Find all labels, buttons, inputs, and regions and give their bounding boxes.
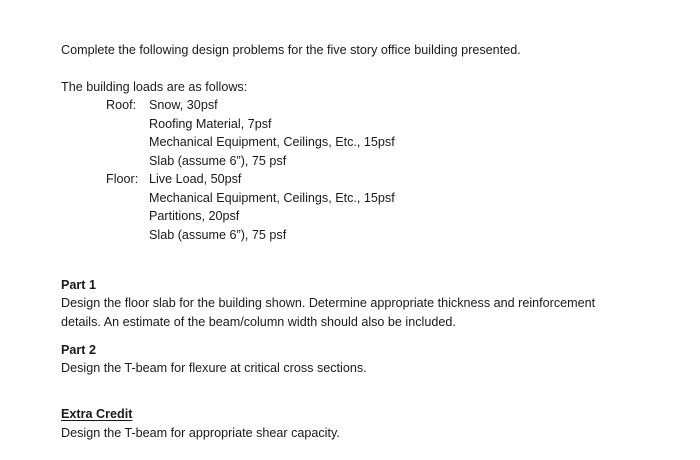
floor-label: Floor: — [106, 172, 139, 186]
extra-credit-title: Extra Credit — [61, 407, 133, 421]
part1-text: details. An estimate of the beam/column width should also be included. — [61, 315, 456, 329]
roof-label: Roof: — [106, 98, 137, 112]
part2-title: Part 2 — [61, 343, 97, 357]
part1-text: Design the floor slab for the building shown. Determine appropriate thickness and reinforcement — [61, 296, 596, 310]
part1-title: Part 1 — [61, 278, 97, 292]
extra-credit-text: Design the T-beam for appropriate shear capacity. — [61, 426, 340, 440]
floor-load-item: Mechanical Equipment, Ceilings, Etc., 15psf — [149, 190, 395, 205]
roof-load-item: Mechanical Equipment, Ceilings, Etc., 15psf — [149, 135, 395, 149]
intro-text: Complete the following design problems for the five story office building presented. — [61, 43, 521, 57]
loads-heading: The building loads are as follows: — [61, 80, 248, 94]
roof-load-item: Snow, 30psf — [149, 98, 218, 112]
roof-load-item: Roofing Material, 7psf — [149, 116, 272, 131]
roof-load-item: Slab (assume 6”), 75 psf — [149, 153, 287, 168]
floor-load-item: Partitions, 20psf — [149, 209, 240, 223]
part2-text: Design the T-beam for flexure at critical cross sections. — [61, 361, 367, 375]
floor-load-item: Slab (assume 6”), 75 psf — [149, 227, 287, 242]
floor-load-item: Live Load, 50psf — [149, 172, 242, 186]
